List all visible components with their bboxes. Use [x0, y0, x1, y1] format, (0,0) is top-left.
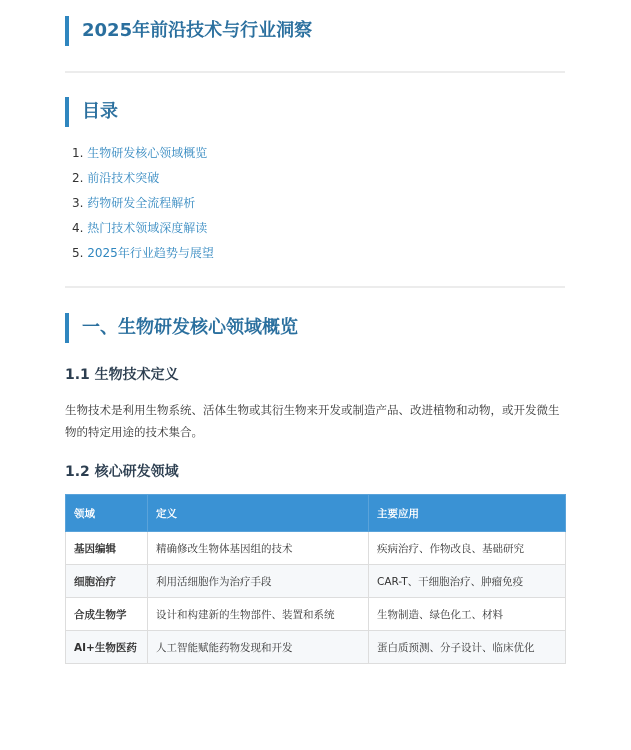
core-fields-table: [65, 494, 566, 664]
subsection-title: 1.2 核心研发领域: [65, 464, 179, 480]
table-cell-field: 合成生物学: [66, 598, 148, 631]
toc-link-breakthroughs[interactable]: 前沿技术突破: [87, 171, 160, 185]
table-cell-application: CAR-T、干细胞治疗、肿瘤免疫: [369, 565, 566, 598]
document-title: 2025年前沿技术与行业洞察: [65, 16, 312, 46]
table-row: [66, 565, 566, 598]
toc-item[interactable]: [72, 167, 214, 192]
table-cell-definition: 利用活细胞作为治疗手段: [148, 565, 369, 598]
section-title: 一、生物研发核心领域概览: [65, 313, 298, 343]
toc-item-number: 4.: [72, 221, 84, 235]
divider: [65, 71, 565, 73]
toc-link-overview[interactable]: 生物研发核心领域概览: [87, 146, 208, 160]
toc-link-drug-process[interactable]: 药物研发全流程解析: [87, 196, 196, 210]
table-row: [66, 532, 566, 565]
toc-title: 目录: [65, 97, 118, 127]
table-header-row: [66, 495, 566, 532]
table-header-cell: 主要应用: [369, 495, 566, 532]
table-cell-application: 疾病治疗、作物改良、基础研究: [369, 532, 566, 565]
table-cell-definition: 人工智能赋能药物发现和开发: [148, 631, 369, 664]
toc-item-number: 3.: [72, 196, 84, 210]
toc-item[interactable]: [72, 217, 214, 242]
table-row: [66, 598, 566, 631]
toc-item[interactable]: [72, 192, 214, 217]
toc-item[interactable]: [72, 242, 214, 267]
table-row: [66, 631, 566, 664]
divider: [65, 286, 565, 288]
toc-item-number: 5.: [72, 246, 84, 260]
table-header-cell: 定义: [148, 495, 369, 532]
table-cell-application: 生物制造、绿色化工、材料: [369, 598, 566, 631]
table-header-cell: 领域: [66, 495, 148, 532]
table-cell-field: 基因编辑: [66, 532, 148, 565]
definition-paragraph: 生物技术是利用生物系统、活体生物或其衍生物来开发或制造产品、改进植物和动物，或开发微生物的特定用途的技术集合。: [65, 403, 560, 439]
toc-item-number: 2.: [72, 171, 84, 185]
toc-link-trends[interactable]: 2025年行业趋势与展望: [87, 246, 214, 260]
toc-link-hot-fields[interactable]: 热门技术领域深度解读: [87, 221, 208, 235]
toc-item-number: 1.: [72, 146, 84, 160]
toc-list: [72, 142, 214, 267]
table-cell-definition: 精确修改生物体基因组的技术: [148, 532, 369, 565]
table-cell-application: 蛋白质预测、分子设计、临床优化: [369, 631, 566, 664]
table-cell-field: AI+生物医药: [66, 631, 148, 664]
table-cell-field: 细胞治疗: [66, 565, 148, 598]
table-cell-definition: 设计和构建新的生物部件、装置和系统: [148, 598, 369, 631]
subsection-title: 1.1 生物技术定义: [65, 367, 179, 383]
toc-item[interactable]: [72, 142, 214, 167]
